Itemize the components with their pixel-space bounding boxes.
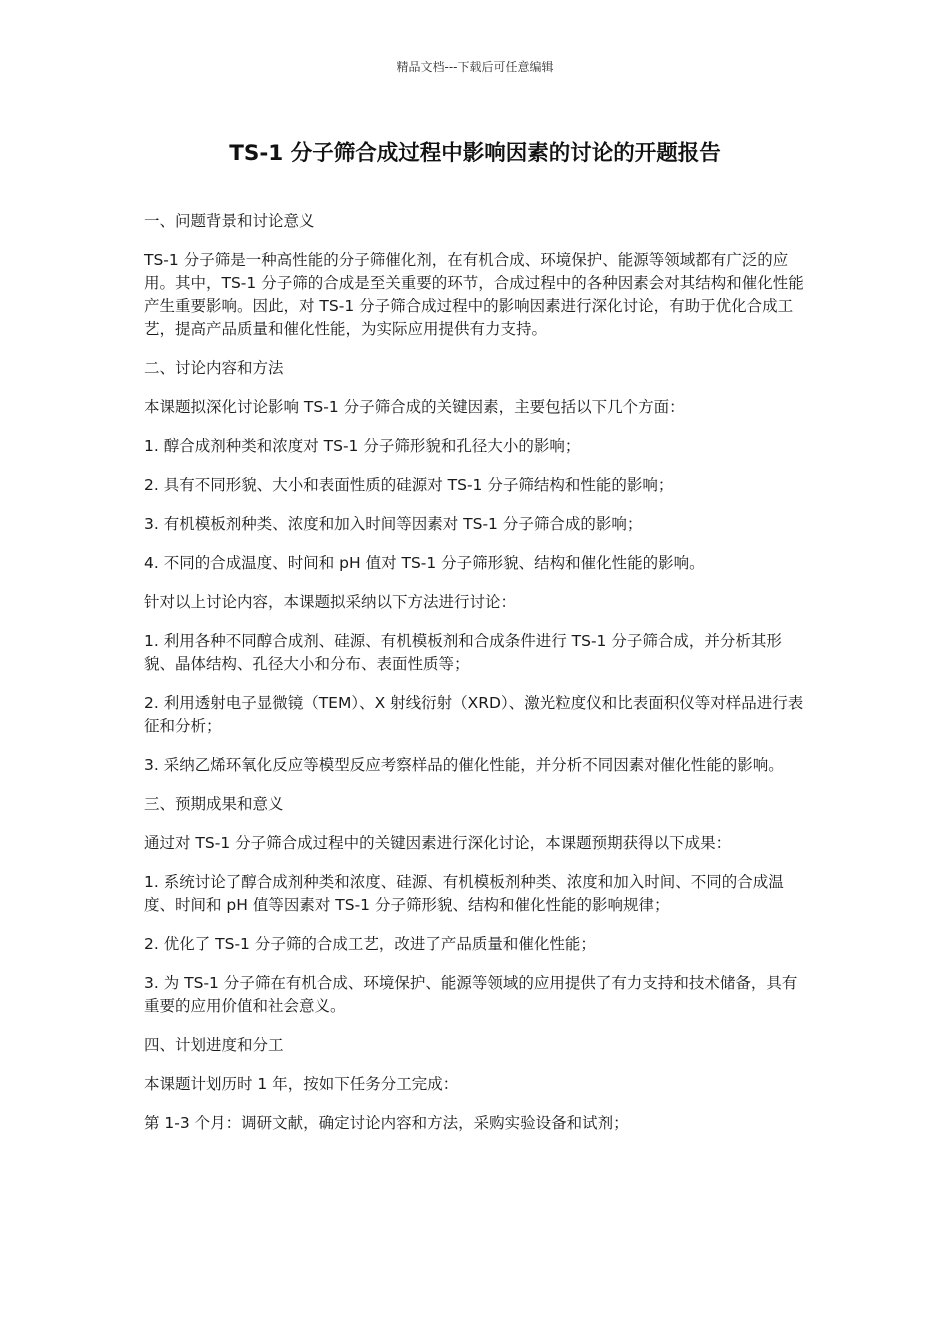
header-note: 精品文档---下载后可任意编辑: [396, 60, 554, 74]
list-item-method-3: 3. 采纳乙烯环氧化反应等模型反应考察样品的催化性能，并分析不同因素对催化性能的影响。: [144, 756, 784, 774]
list-item-method-2: 2. 利用透射电子显微镜（TEM）、X 射线衍射（XRD）、激光粒度仪和比表面积仪等对样品进行表征和分析；: [144, 694, 804, 735]
list-item-method-1: 1. 利用各种不同醇合成剂、硅源、有机模板剂和合成条件进行 TS-1 分子筛合成，并分析其形貌、晶体结构、孔径大小和分布、表面性质等；: [144, 632, 782, 673]
section-heading-schedule: 四、计划进度和分工: [144, 1036, 284, 1054]
list-item-outcome-2: 2. 优化了 TS-1 分子筛的合成工艺，改进了产品质量和催化性能；: [144, 935, 596, 953]
list-item-content-1: 1. 醇合成剂种类和浓度对 TS-1 分子筛形貌和孔径大小的影响；: [144, 437, 581, 455]
section-heading-outcomes: 三、预期成果和意义: [144, 795, 284, 813]
paragraph-background: TS-1 分子筛是一种高性能的分子筛催化剂，在有机合成、环境保护、能源等领域都有广泛的应用。其中，TS-1 分子筛的合成是至关重要的环节，合成过程中的各种因素会对其结构和催化性能产生重要影响。因此，对 TS-1 分子筛合成过程中的影响因素进行深化讨论，有助于优化合成工艺，提高产品质量和催化性能，为实际应用提供有力支持。: [144, 251, 804, 338]
list-item-outcome-3: 3. 为 TS-1 分子筛在有机合成、环境保护、能源等领域的应用提供了有力支持和技术储备，具有重要的应用价值和社会意义。: [144, 974, 798, 1015]
list-item-outcome-1: 1. 系统讨论了醇合成剂种类和浓度、硅源、有机模板剂种类、浓度和加入时间、不同的合成温度、时间和 pH 值等因素对 TS-1 分子筛形貌、结构和催化性能的影响规律；: [144, 873, 784, 914]
paragraph-methods-intro: 针对以上讨论内容，本课题拟采纳以下方法进行讨论：: [144, 593, 517, 611]
paragraph-schedule-intro: 本课题计划历时 1 年，按如下任务分工完成：: [144, 1075, 459, 1093]
list-item-content-3: 3. 有机模板剂种类、浓度和加入时间等因素对 TS-1 分子筛合成的影响；: [144, 515, 643, 533]
document-title: TS-1 分子筛合成过程中影响因素的讨论的开题报告: [229, 141, 721, 166]
list-item-schedule-1: 第 1-3 个月：调研文献，确定讨论内容和方法，采购实验设备和试剂；: [144, 1114, 629, 1132]
section-heading-content-methods: 二、讨论内容和方法: [144, 359, 284, 377]
list-item-content-2: 2. 具有不同形貌、大小和表面性质的硅源对 TS-1 分子筛结构和性能的影响；: [144, 476, 674, 494]
document-body: [144, 210, 808, 1151]
paragraph-outcomes-intro: 通过对 TS-1 分子筛合成过程中的关键因素进行深化讨论，本课题预期获得以下成果：: [144, 834, 732, 852]
list-item-content-4: 4. 不同的合成温度、时间和 pH 值对 TS-1 分子筛形貌、结构和催化性能的影响。: [144, 554, 705, 572]
paragraph-research-intro: 本课题拟深化讨论影响 TS-1 分子筛合成的关键因素，主要包括以下几个方面：: [144, 398, 685, 416]
section-heading-background: 一、问题背景和讨论意义: [144, 212, 315, 230]
